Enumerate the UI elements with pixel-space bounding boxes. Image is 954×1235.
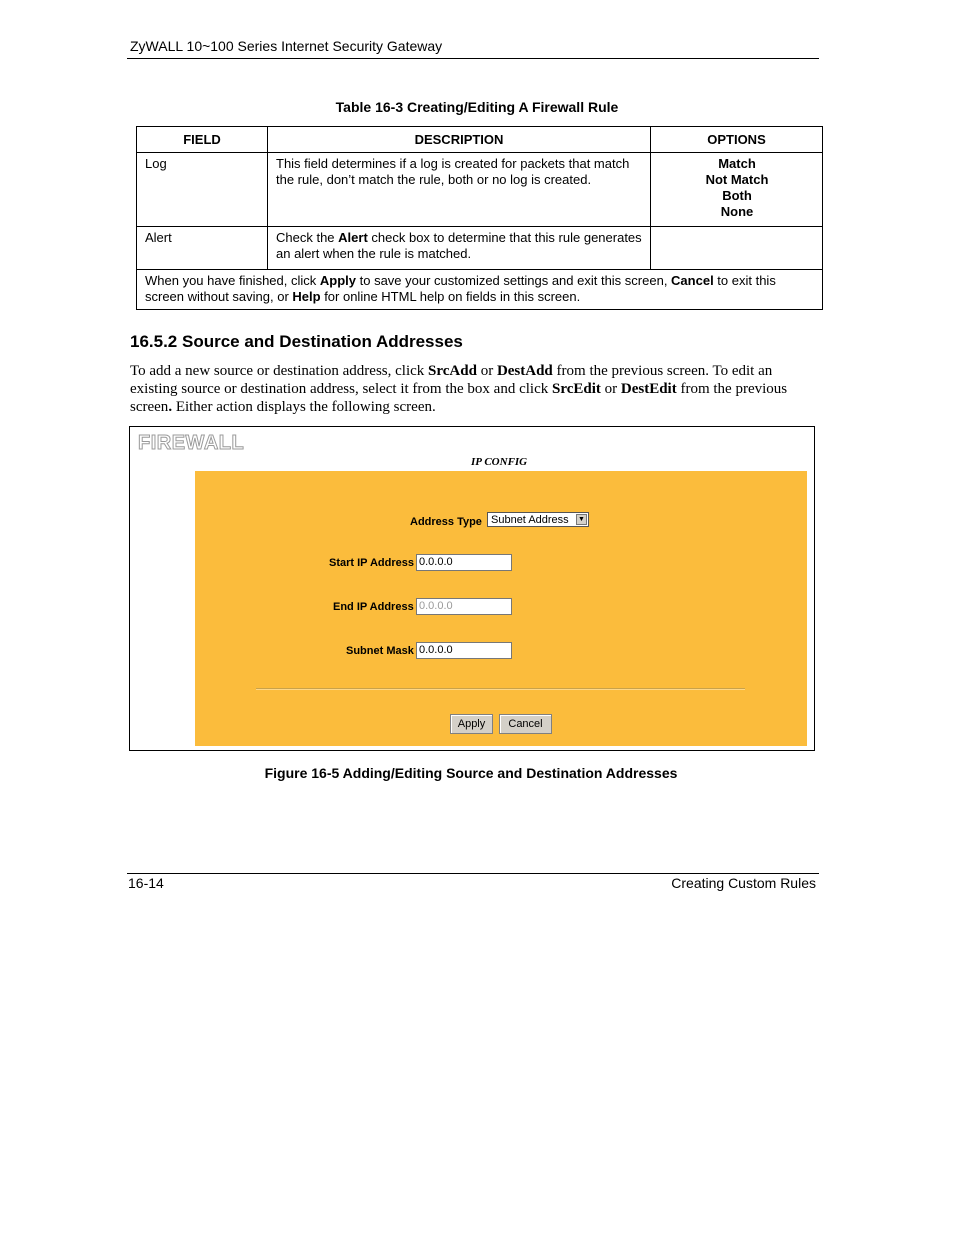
address-type-value: Subnet Address (491, 514, 569, 526)
table-footer-row (137, 270, 823, 310)
text-run: from the previous screen. To edit an existing source or destination address, select it from the box and click (130, 363, 773, 397)
bold-term: DestAdd (496, 363, 553, 379)
text-run: Check the (276, 230, 339, 245)
text-run: or (600, 381, 621, 397)
firewall-title: FIREWALL (138, 432, 245, 454)
bold-term: Apply (319, 273, 356, 288)
bold-term: Help (292, 289, 321, 304)
description-cell (268, 227, 651, 270)
option-item: None (720, 204, 754, 219)
end-ip-label: End IP Address (333, 601, 414, 613)
option-item: Both (722, 188, 752, 203)
start-ip-input[interactable]: 0.0.0.0 (416, 554, 512, 571)
text-run: to save your customized settings and exit this screen, (356, 273, 672, 288)
table-row (137, 227, 823, 270)
apply-button[interactable]: Apply (450, 714, 493, 734)
bold-term: . (168, 399, 173, 415)
field-cell: Alert (137, 227, 268, 270)
header-field: FIELD (137, 127, 268, 153)
text-run: Either action displays the following screen. (172, 399, 436, 415)
chevron-down-icon[interactable]: ▼ (576, 514, 587, 525)
text-run: from the previous screen (130, 381, 788, 415)
header-options: OPTIONS (651, 127, 823, 153)
cancel-button[interactable]: Cancel (499, 714, 552, 734)
start-ip-label: Start IP Address (329, 557, 414, 569)
text-run: To add a new source or destination address, click (130, 363, 429, 379)
field-cell: Log (137, 153, 268, 227)
bold-term: SrcEdit (551, 381, 601, 397)
bold-term: DestEdit (620, 381, 677, 397)
bold-term: Cancel (671, 273, 714, 288)
description-cell: This field determines if a log is created for packets that match the rule, don’t match the rule, both or no log is created. (268, 153, 651, 227)
table-row (137, 153, 823, 227)
option-item: Not Match (705, 172, 769, 187)
table-header-row (137, 127, 823, 153)
table-caption: Table 16-3 Creating/Editing A Firewall Rule (335, 99, 619, 115)
options-cell (651, 153, 823, 227)
option-item: Match (718, 156, 756, 171)
subnet-mask-label: Subnet Mask (346, 645, 414, 657)
options-cell (651, 227, 823, 270)
text-run: check box to determine that this rule generates an alert when the rule is matched. (276, 230, 642, 261)
header-divider (127, 58, 819, 59)
text-run: or (476, 363, 497, 379)
page-number: 16-14 (128, 875, 164, 891)
footer-divider (127, 873, 819, 874)
bold-term: SrcAdd (428, 363, 477, 379)
address-type-label: Address Type (410, 516, 482, 528)
subnet-mask-input[interactable]: 0.0.0.0 (416, 642, 512, 659)
section-paragraph (130, 362, 820, 416)
section-heading: 16.5.2 Source and Destination Addresses (130, 332, 463, 351)
ip-config-panel (195, 471, 807, 746)
figure-caption: Figure 16-5 Adding/Editing Source and Destination Addresses (264, 765, 678, 781)
table-footer-note (137, 270, 823, 310)
header-description: DESCRIPTION (268, 127, 651, 153)
page-header-title: ZyWALL 10~100 Series Internet Security Gateway (130, 38, 443, 54)
figure-screenshot (129, 426, 815, 751)
bold-term: Alert (338, 230, 368, 245)
text-run: When you have finished, click (145, 273, 320, 288)
ip-config-subtitle: IP CONFIG (471, 456, 528, 468)
end-ip-input[interactable]: 0.0.0.0 (416, 598, 512, 615)
text-run: for online HTML help on fields in this screen. (320, 289, 581, 304)
panel-divider (256, 688, 745, 690)
firewall-rule-table (136, 126, 823, 310)
chapter-title: Creating Custom Rules (671, 875, 816, 891)
address-type-select[interactable] (487, 512, 589, 527)
text-run: to exit this screen without saving, or (145, 273, 776, 304)
